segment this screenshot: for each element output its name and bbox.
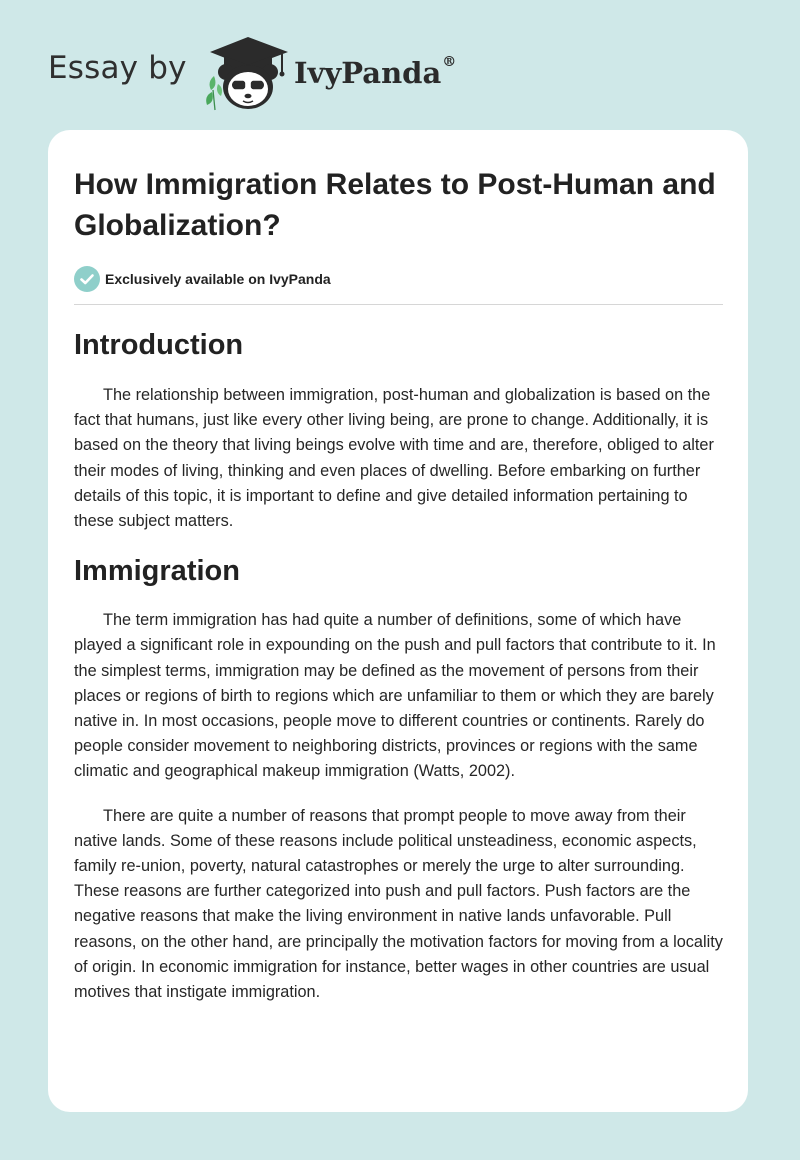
essay-title: How Immigration Relates to Post-Human and Globalization?	[74, 168, 716, 242]
paragraph: There are quite a number of reasons that prompt people to move away from their native lands. Some of these reasons include political unsteadiness, economic aspects, family re-union, poverty, natural catastrophes or merely the urge to alter surrounding. These reasons are further categorized into push and pull factors. Push factors are the negative reasons that make the living environment in native lands unfavorable. Pull reasons, on the other hand, are principally the motivation factors for moving from a locality of origin. In economic immigration for instance, better wages in other countries are usual motives that instigate immigration.	[74, 806, 723, 1002]
paragraph: The relationship between immigration, post-human and globalization is based on the fact that humans, just like every other living being, are prone to change. Additionally, it is based on the theory that living beings evolve with time and are, therefore, obliged to alter their modes of living, thinking and even places of dwelling. Before embarking on further details of this topic, it is important to define and give detailed information pertaining to these subject matters.	[74, 386, 714, 531]
title-divider	[74, 304, 723, 305]
section-heading-introduction: Introduction	[74, 329, 244, 361]
exclusive-label: Exclusively available on IvyPanda	[105, 271, 331, 287]
brand-name-text: IvyPanda	[294, 56, 442, 90]
section-heading-immigration: Immigration	[74, 555, 240, 588]
check-circle-icon	[74, 266, 100, 292]
essay-card	[48, 130, 748, 1112]
site-header	[48, 30, 548, 110]
essay-by-label: Essay by	[48, 50, 187, 86]
registered-mark: ®	[442, 54, 457, 70]
ivypanda-logo-icon[interactable]	[202, 32, 294, 112]
paragraph: The term immigration has had quite a number of definitions, some of which have played a significant role in expounding on the push and pull factors that contribute to it. In the simplest terms, immigration may be defined as the movement of persons from their places or regions of birth to regions which are unfamiliar to them or which they are barely native in. In most occasions, people move to different countries or continents. Rarely do people consider movement to neighboring districts, provinces or regions with the same climatic and geographical makeup immigration (Watts, 2002).	[74, 611, 716, 781]
exclusive-badge	[74, 266, 723, 292]
essay-content	[74, 164, 723, 1005]
brand-name[interactable]	[294, 56, 456, 90]
